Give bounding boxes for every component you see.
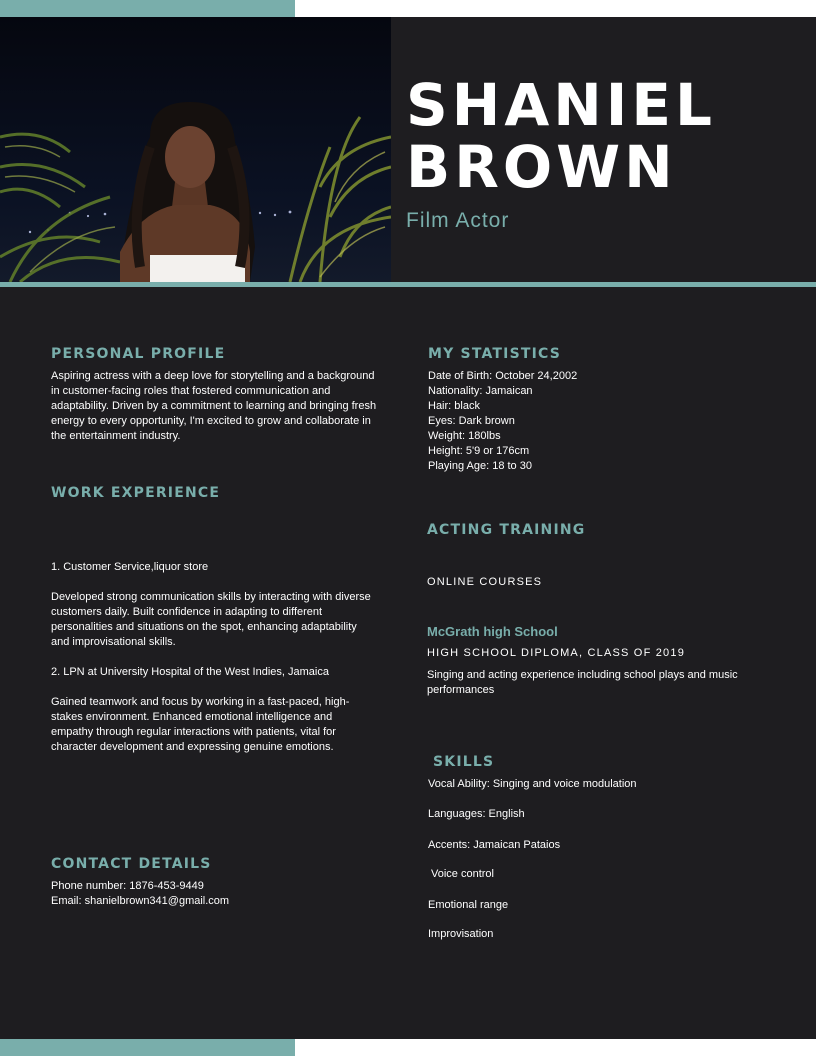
acting-training-heading: ACTING TRAINING	[427, 522, 586, 538]
stat-item: Date of Birth: October 24,2002	[428, 370, 578, 382]
skill-item: Improvisation	[428, 928, 494, 940]
training-description: Singing and acting experience including school plays and music performances	[427, 669, 738, 696]
contact-phone: Phone number: 1876-453-9449	[51, 880, 204, 892]
stat-item: Hair: black	[428, 400, 480, 412]
skill-item: Emotional range	[428, 899, 509, 911]
job-title: Film Actor	[406, 209, 510, 232]
skill-item: Voice control	[431, 868, 494, 880]
stat-item: Nationality: Jamaican	[428, 385, 533, 397]
last-name: BROWN	[406, 133, 677, 201]
personal-profile-text: Aspiring actress with a deep love for storytelling and a background in customer-facing roles that fostered communication and adaptability. Driven by a commitment to learning and bringing fresh energy to every opportunity, I'm excited to grow and collaborate in the entertainment industry.	[51, 370, 377, 442]
profile-photo	[0, 17, 391, 282]
header-divider	[0, 282, 816, 287]
contact-details-heading: CONTACT DETAILS	[51, 856, 212, 872]
job-1-description: Developed strong communication skills by interacting with diverse customers daily. Built confidence in adapting to different personalities and situations on the spot, enhancing adaptability and improvisational skills.	[51, 591, 371, 648]
work-experience-heading: WORK EXPERIENCE	[51, 485, 221, 501]
personal-profile-heading: PERSONAL PROFILE	[51, 346, 226, 362]
contact-email: Email: shanielbrown341@gmail.com	[51, 895, 230, 907]
online-courses-label: ONLINE COURSES	[427, 576, 543, 588]
job-1-title: 1. Customer Service,liquor store	[51, 561, 209, 573]
skill-item: Vocal Ability: Singing and voice modulation	[428, 778, 637, 790]
stat-item: Height: 5'9 or 176cm	[428, 445, 530, 457]
first-name: SHANIEL	[406, 71, 716, 139]
skills-heading: SKILLS	[433, 754, 495, 770]
top-accent-bar	[0, 0, 295, 17]
skill-item: Languages: English	[428, 808, 525, 820]
school-name: McGrath high School	[427, 624, 558, 639]
stat-item: Playing Age: 18 to 30	[428, 460, 532, 472]
statistics-list	[428, 369, 577, 474]
skill-item: Accents: Jamaican Pataios	[428, 839, 561, 851]
stat-item: Weight: 180lbs	[428, 430, 501, 442]
diploma-line: HIGH SCHOOL DIPLOMA, CLASS OF 2019	[427, 647, 686, 659]
job-2-title: 2. LPN at University Hospital of the West Indies, Jamaica	[51, 666, 329, 678]
statistics-heading: MY STATISTICS	[428, 346, 562, 362]
bottom-accent-bar	[0, 1039, 295, 1056]
stat-item: Eyes: Dark brown	[428, 415, 515, 427]
job-2-description: Gained teamwork and focus by working in a fast-paced, high-stakes environment. Enhanced emotional intelligence and empathy through regular interactions with patients, vital for character development and expressing genuine emotions.	[51, 696, 350, 753]
